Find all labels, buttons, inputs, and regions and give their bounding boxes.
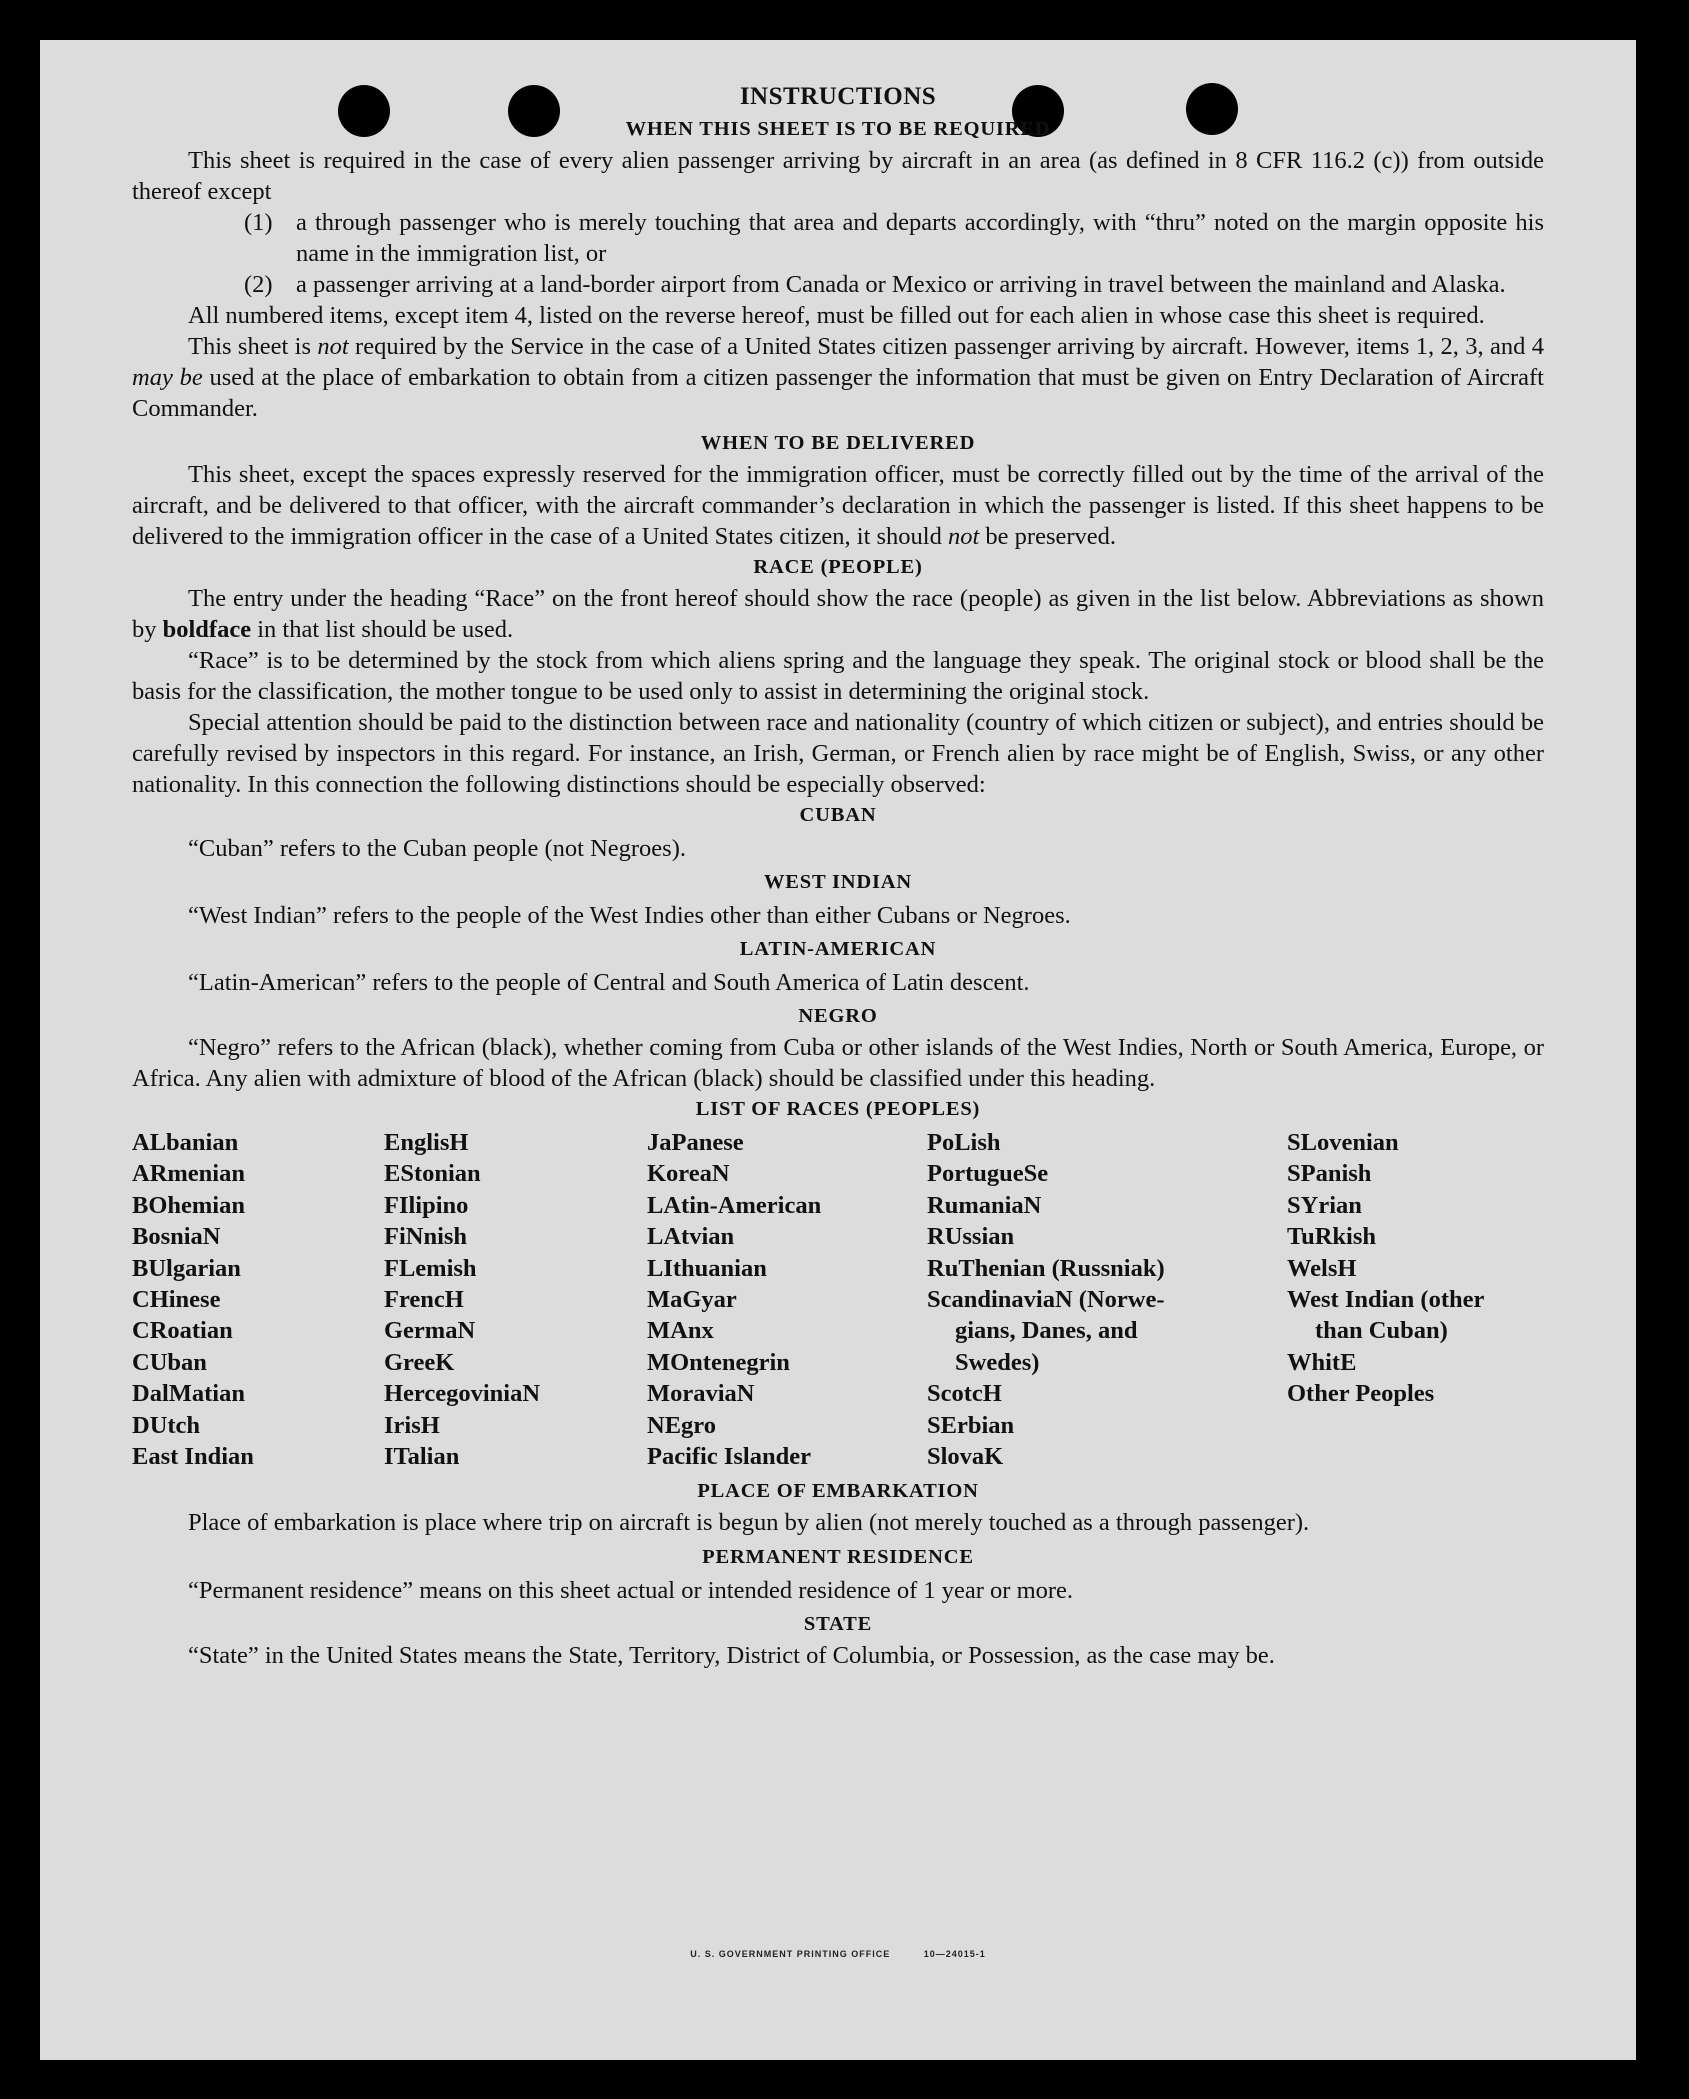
race-entry: CUban <box>132 1348 207 1376</box>
race-entry: RuThenian (Russniak) <box>927 1254 1165 1282</box>
citizen-note: This sheet is not required by the Service in the case of a United States citizen passenger arriving by aircraft. However, items 1, 2, 3, and 4 may be used at the place of embarkation to obtain from a citizen passenger the information that must be given on Entry Declaration of Aircraft Commander. <box>132 333 1545 422</box>
race-entry: RUssian <box>927 1223 1015 1251</box>
section-heading-residence: PERMANENT RESIDENCE <box>702 1546 974 1569</box>
race-entry: LIthuanian <box>647 1254 767 1282</box>
race-entry: BosniaN <box>132 1223 221 1251</box>
document-page <box>40 40 1636 2060</box>
printer-imprint <box>40 1949 1636 1959</box>
race-entry: NEgro <box>647 1411 716 1439</box>
exception-item <box>244 207 1544 269</box>
race-entry: BOhemian <box>132 1191 245 1219</box>
section-heading-race: RACE (PEOPLE) <box>753 556 923 578</box>
races-list-heading: LIST OF RACES (PEOPLES) <box>695 1098 981 1120</box>
race-entry: IrisH <box>384 1411 440 1439</box>
race-entry: TuRkish <box>1287 1223 1377 1251</box>
races-column <box>132 1127 384 1472</box>
definition-heading: LATIN-AMERICAN <box>739 938 937 960</box>
race-entry: RumaniaN <box>927 1191 1042 1219</box>
race-paragraph: Special attention should be paid to the distinction between race and nationality (country of which citizen or subject), and entries should be carefully revised by inspectors in this regard. For instance, an Irish, German, or French alien by race might be of English, Swiss, or any other nationality. In this connection the following distinctions should be especially observed: <box>132 709 1544 798</box>
race-entry: ALbanian <box>132 1129 239 1156</box>
race-entry: LAtvian <box>647 1223 735 1251</box>
race-entry: Other Peoples <box>1287 1380 1435 1408</box>
race-entry: HercegoviniaN <box>384 1380 541 1408</box>
section-heading-state: STATE <box>803 1613 873 1636</box>
race-entry: SLovenian <box>1287 1129 1399 1156</box>
race-entry: Pacific Islander <box>647 1443 811 1471</box>
race-entry: MOntenegrin <box>647 1348 790 1376</box>
race-entry: JaPanese <box>647 1129 744 1156</box>
exception-item <box>244 269 1544 300</box>
definition-heading: CUBAN <box>799 804 877 826</box>
requirement-intro: This sheet is required in the case of every alien passenger arriving by aircraft in an area (as defined in 8 CFR 116.2 (c)) from outside thereof except <box>132 147 1544 205</box>
printer-name: U. S. GOVERNMENT PRINTING OFFICE <box>690 1949 891 1959</box>
section-heading-embarkation: PLACE OF EMBARKATION <box>697 1480 979 1503</box>
definition-text: “West Indian” refers to the people of the West Indies other than either Cubans or Negroes. <box>188 902 1071 929</box>
exception-number: (2) <box>244 271 273 298</box>
race-entry: ScotcH <box>927 1380 1002 1408</box>
race-entry: DalMatian <box>132 1380 245 1408</box>
delivery-text: This sheet, except the spaces expressly reserved for the immigration officer, must be correctly filled out by the time of the arrival of the aircraft, and be delivered to that officer, with the aircraft commander’s declaration in which the passenger is listed. If this sheet happens to be delivered to the immigration officer in the case of a United States citizen, it should not be preserved. <box>132 461 1544 550</box>
section-heading-delivery: WHEN TO BE DELIVERED <box>700 432 976 454</box>
form-code: 10—24015-1 <box>923 1949 986 1959</box>
definition-text: “Cuban” refers to the Cuban people (not Negroes). <box>188 835 686 862</box>
races-column <box>384 1127 647 1472</box>
race-entry: EnglisH <box>384 1129 469 1156</box>
race-entry: gians, Danes, and <box>955 1317 1138 1345</box>
section-heading-when-required: WHEN THIS SHEET IS TO BE REQUIRED <box>625 118 1051 140</box>
race-entry: KoreaN <box>647 1160 730 1188</box>
race-entry: GermaN <box>384 1317 476 1345</box>
races-column <box>927 1127 1287 1472</box>
race-entry: GreeK <box>384 1348 455 1376</box>
exception-text: a through passenger who is merely touching that area and departs accordingly, with “thru” noted on the margin opposite his name in the immigration list, or <box>296 209 1544 267</box>
race-entry: FIlipino <box>384 1191 469 1219</box>
race-entry: MoraviaN <box>647 1380 755 1408</box>
embarkation-text: Place of embarkation is place where trip on aircraft is begun by alien (not merely touched as a through passenger). <box>188 1509 1310 1537</box>
race-entry: BUlgarian <box>132 1254 241 1282</box>
race-entry: WhitE <box>1287 1348 1357 1376</box>
race-entry: ScandinaviaN (Norwe- <box>927 1286 1165 1314</box>
race-entry: MAnx <box>647 1317 714 1345</box>
exception-text: a passenger arriving at a land-border airport from Canada or Mexico or arriving in travel between the mainland and Alaska. <box>296 271 1506 298</box>
race-entry: SlovaK <box>927 1443 1004 1471</box>
race-paragraph: The entry under the heading “Race” on the front hereof should show the race (people) as given in the list below. Abbreviations as shown by boldface in that list should be used. <box>132 585 1544 643</box>
residence-text: “Permanent residence” means on this sheet actual or intended residence of 1 year or more. <box>188 1577 1074 1605</box>
race-entry: MaGyar <box>647 1286 737 1314</box>
race-entry: LAtin-American <box>647 1191 822 1219</box>
race-entry: FLemish <box>384 1254 477 1282</box>
race-entry: than Cuban) <box>1315 1317 1448 1345</box>
definition-text: “Latin-American” refers to the people of Central and South America of Latin descent. <box>188 969 1030 996</box>
race-entry: EStonian <box>384 1160 481 1188</box>
instructions-content <box>132 80 1544 1671</box>
race-entry: WelsH <box>1287 1254 1357 1282</box>
numbered-items-note: All numbered items, except item 4, listed on the reverse hereof, must be filled out for each alien in whose case this sheet is required. <box>188 302 1485 329</box>
races-list <box>132 1127 1544 1472</box>
race-entry: ARmenian <box>132 1160 245 1188</box>
race-entry: SPanish <box>1287 1160 1372 1188</box>
definition-text: “Negro” refers to the African (black), whether coming from Cuba or other islands of the West Indies, North or South America, Europe, or Africa. Any alien with admixture of blood of the African (black) should be classified under this heading. <box>132 1034 1544 1092</box>
race-entry: ITalian <box>384 1443 460 1471</box>
race-entry: SErbian <box>927 1411 1015 1439</box>
race-entry: SYrian <box>1287 1191 1362 1219</box>
definition-heading: WEST INDIAN <box>764 871 912 893</box>
race-entry: FrencH <box>384 1286 464 1314</box>
race-paragraph: “Race” is to be determined by the stock from which aliens spring and the language they speak. The original stock or blood shall be the basis for the classification, the mother tongue to be used only to assist in determining the original stock. <box>132 647 1544 705</box>
race-entry: East Indian <box>132 1443 254 1471</box>
race-entry: CRoatian <box>132 1317 233 1345</box>
race-entry: DUtch <box>132 1411 201 1439</box>
definition-heading: NEGRO <box>798 1005 878 1027</box>
race-entry: CHinese <box>132 1286 221 1314</box>
race-entry: West Indian (other <box>1287 1286 1485 1314</box>
race-entry: FiNnish <box>384 1223 468 1251</box>
race-entry: PortugueSe <box>927 1160 1049 1188</box>
races-column <box>647 1127 927 1472</box>
state-text: “State” in the United States means the State, Territory, District of Columbia, or Possession, as the case may be. <box>188 1642 1275 1670</box>
race-entry: Swedes) <box>955 1348 1040 1376</box>
page-title: INSTRUCTIONS <box>739 83 937 110</box>
race-entry: PoLish <box>927 1129 1001 1156</box>
races-column <box>1287 1127 1537 1472</box>
exception-number: (1) <box>244 209 273 236</box>
